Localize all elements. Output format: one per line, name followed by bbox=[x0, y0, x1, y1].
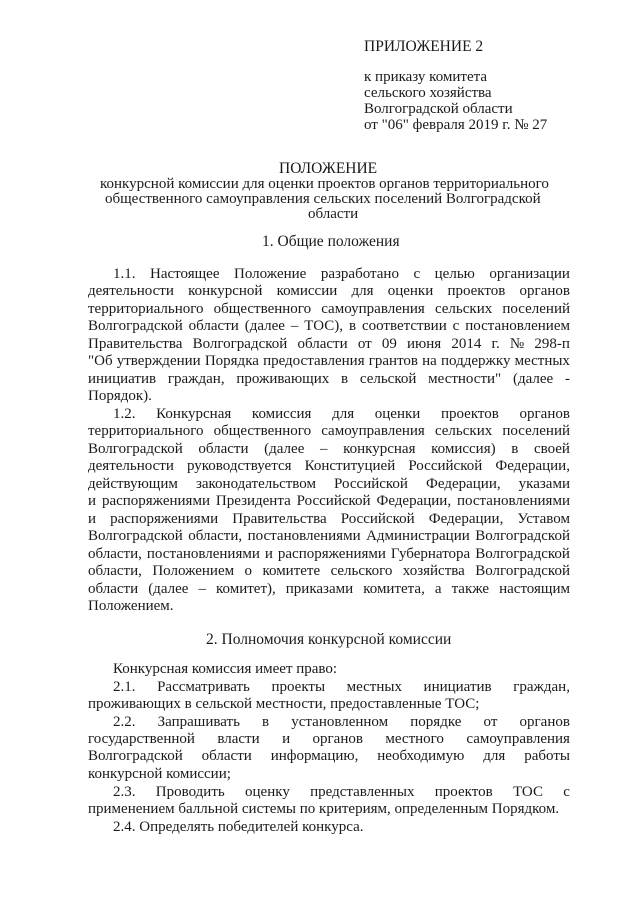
list-item-line: 2.1. Рассматривать проекты местных инициатив граждан, bbox=[113, 679, 570, 695]
paragraph-line: 1.2. Конкурсная комиссия для оценки проектов органов bbox=[113, 406, 570, 422]
paragraph-line: области, Положением о комитете сельского хозяйства Волгоградской bbox=[88, 563, 570, 579]
appendix-label: ПРИЛОЖЕНИЕ 2 bbox=[364, 38, 484, 55]
list-item-line: государственной власти и органов местного самоуправления bbox=[88, 731, 570, 747]
paragraph-line: области (далее – комитет), приказами комитета, а также настоящим bbox=[88, 581, 570, 597]
appendix-line: Волгоградской области bbox=[364, 101, 513, 117]
appendix-line: сельского хозяйства bbox=[364, 85, 492, 101]
list-item-line: 2.2. Запрашивать в установленном порядке от органов bbox=[113, 714, 570, 730]
list-item-line: применением балльной системы по критериям, определенным Порядком. bbox=[88, 801, 560, 817]
section-heading: 1. Общие положения bbox=[262, 233, 400, 250]
paragraph-line: деятельности руководствуется Конституцией Российской Федерации, bbox=[88, 458, 570, 474]
paragraph-line: области, постановлениями и распоряжениями Губернатора Волгоградской bbox=[88, 546, 570, 562]
list-item-line: 2.4. Определять победителей конкурса. bbox=[113, 819, 364, 835]
paragraph-line: Правительства Волгоградской области от 09 июня 2014 г. № 298-п bbox=[88, 336, 570, 352]
paragraph-line: Волгоградской области (далее – ТОС), в соответствии с постановлением bbox=[88, 318, 570, 334]
document-title: ПОЛОЖЕНИЕ bbox=[279, 160, 378, 177]
list-item-line: 2.3. Проводить оценку представленных проектов ТОС с bbox=[113, 784, 570, 800]
paragraph-line: Положением. bbox=[88, 598, 174, 614]
list-item-line: Волгоградской области информацию, необходимую для работы bbox=[88, 748, 570, 764]
paragraph-line: инициатив граждан, проживающих в сельской местности" (далее - bbox=[88, 371, 570, 387]
paragraph-line: действующим законодательством Российской Федерации, указами bbox=[88, 476, 570, 492]
paragraph-line: Волгоградской области, постановлениями Администрации Волгоградской bbox=[88, 528, 570, 544]
paragraph-line: деятельности конкурсной комиссии для оценки проектов органов bbox=[88, 283, 570, 299]
paragraph-line: Порядок). bbox=[88, 388, 152, 404]
title-subline: области bbox=[308, 206, 359, 222]
paragraph-line: 1.1. Настоящее Положение разработано с целью организации bbox=[113, 266, 570, 282]
title-subline: общественного самоуправления сельских поселений Волгоградской bbox=[105, 191, 541, 207]
list-item-line: проживающих в сельской местности, предоставленные ТОС; bbox=[88, 696, 480, 712]
section-heading: 2. Полномочия конкурсной комиссии bbox=[206, 631, 452, 648]
paragraph-line: Волгоградской области (далее – конкурсная комиссия) в своей bbox=[88, 441, 570, 457]
appendix-line: от "06" февраля 2019 г. № 27 bbox=[364, 117, 548, 133]
paragraph-line: "Об утверждении Порядка предоставления грантов на поддержку местных bbox=[88, 353, 570, 369]
paragraph-line: территориального общественного самоуправления сельских поселений bbox=[88, 423, 570, 439]
title-subline: конкурсной комиссии для оценки проектов органов территориального bbox=[100, 176, 549, 192]
paragraph-line: и распоряжениями Правительства Российской Федерации, Уставом bbox=[88, 511, 570, 527]
paragraph-line: территориального общественного самоуправления сельских поселений bbox=[88, 301, 570, 317]
paragraph-line: Конкурсная комиссия имеет право: bbox=[113, 661, 338, 677]
paragraph-line: и распоряжениями Президента Российской Федерации, постановлениями bbox=[88, 493, 570, 509]
list-item-line: конкурсной комиссии; bbox=[88, 766, 231, 782]
appendix-line: к приказу комитета bbox=[364, 69, 488, 85]
